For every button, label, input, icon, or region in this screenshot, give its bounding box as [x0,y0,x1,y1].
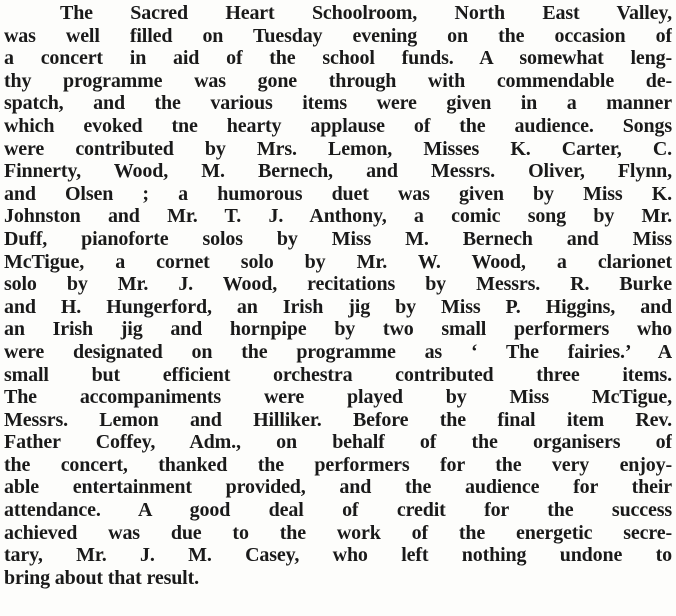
article-line: thy programme was gone through with commendable de- [4,69,672,92]
article-line: The Sacred Heart Schoolroom, North East Valley, [60,2,672,24]
article-line: bring about that result. [4,566,199,589]
article-line: achieved was due to the work of the energetic secre- [4,521,672,544]
article-line: and H. Hungerford, an Irish jig by Miss P. Higgins, and [4,295,672,318]
article-line: Finnerty, Wood, M. Bernech, and Messrs. Oliver, Flynn, [4,160,672,183]
article-line: able entertainment provided, and the audience for their [4,476,672,499]
article-line: which evoked tne hearty applause of the audience. Songs [4,114,672,137]
article-line: were contributed by Mrs. Lemon, Misses K. Carter, C. [4,137,672,160]
article-line: McTigue, a cornet solo by Mr. W. Wood, a clarionet [4,250,672,273]
article-line: spatch, and the various items were given in a manner [4,92,672,115]
article-line: The accompaniments were played by Miss McTigue, [4,386,672,409]
article-line: solo by Mr. J. Wood, recitations by Messrs. R. Burke [4,273,672,296]
article-line: Duff, pianoforte solos by Miss M. Bernech and Miss [4,227,672,250]
article-line: a concert in aid of the school funds. A somewhat leng- [4,47,672,70]
article-line: were designated on the programme as ‘ The fairies.’ A [4,340,672,363]
article-line: was well filled on Tuesday evening on the occasion of [4,24,672,47]
article-line: Johnston and Mr. T. J. Anthony, a comic song by Mr. [4,205,672,228]
article-line: Messrs. Lemon and Hilliker. Before the final item Rev. [4,408,672,431]
article-line: Father Coffey, Adm., on behalf of the organisers of [4,431,672,454]
article-body [4,2,672,589]
article-line: small but efficient orchestra contributed three items. [4,363,672,386]
article-line: the concert, thanked the performers for the very enjoy- [4,453,672,476]
article-line: and Olsen ; a humorous duet was given by Miss K. [4,182,672,205]
article-line: an Irish jig and hornpipe by two small performers who [4,318,672,341]
article-line: attendance. A good deal of credit for the success [4,499,672,522]
article-line: tary, Mr. J. M. Casey, who left nothing undone to [4,544,672,567]
